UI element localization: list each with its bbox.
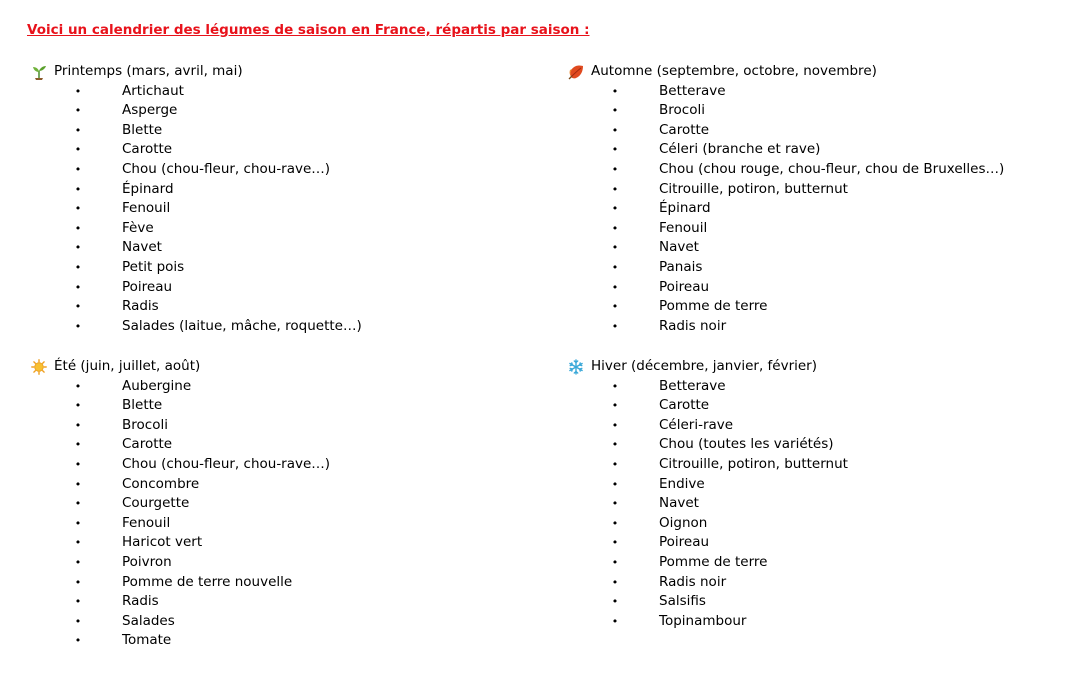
list-item <box>28 533 528 553</box>
vegetable-list-summer <box>28 377 528 651</box>
bullet-marker: • <box>74 162 82 176</box>
vegetable-list-spring <box>28 82 528 337</box>
bullet-marker: • <box>611 241 619 255</box>
season-winter <box>565 357 1065 631</box>
bullet-marker: • <box>611 202 619 216</box>
list-item <box>565 416 1065 436</box>
bullet-marker: • <box>74 595 82 609</box>
list-item <box>565 297 1065 317</box>
bullet-marker: • <box>611 319 619 333</box>
vegetable-name: Chou (toutes les variétés) <box>659 436 834 453</box>
sun-icon <box>31 359 47 375</box>
list-item <box>565 573 1065 593</box>
bullet-marker: • <box>611 280 619 294</box>
list-item <box>565 533 1065 553</box>
bullet-marker: • <box>611 595 619 609</box>
list-item <box>28 199 528 219</box>
bullet-marker: • <box>74 477 82 491</box>
bullet-marker: • <box>611 497 619 511</box>
list-item <box>565 278 1065 298</box>
vegetable-name: Aubergine <box>122 377 192 394</box>
list-item <box>28 121 528 141</box>
list-item <box>565 435 1065 455</box>
bullet-marker: • <box>611 162 619 176</box>
bullet-marker: • <box>74 399 82 413</box>
list-item <box>565 317 1065 337</box>
list-item <box>28 180 528 200</box>
bullet-marker: • <box>611 614 619 628</box>
bullet-marker: • <box>74 555 82 569</box>
vegetable-name: Pomme de terre <box>659 298 768 315</box>
vegetable-name: Pomme de terre <box>659 553 768 570</box>
vegetable-name: Panais <box>659 258 703 275</box>
bullet-marker: • <box>611 438 619 452</box>
bullet-marker: • <box>74 438 82 452</box>
vegetable-name: Navet <box>659 239 699 256</box>
vegetable-name: Carotte <box>122 436 173 453</box>
vegetable-name: Navet <box>122 239 162 256</box>
vegetable-name: Carotte <box>659 397 710 414</box>
list-item <box>565 514 1065 534</box>
bullet-marker: • <box>611 555 619 569</box>
vegetable-name: Poireau <box>122 278 173 295</box>
bullet-marker: • <box>74 497 82 511</box>
list-item <box>28 455 528 475</box>
vegetable-name: Fenouil <box>122 200 171 217</box>
bullet-marker: • <box>611 300 619 314</box>
bullet-marker: • <box>74 84 82 98</box>
bullet-marker: • <box>611 516 619 530</box>
list-item <box>28 435 528 455</box>
bullet-marker: • <box>611 457 619 471</box>
bullet-marker: • <box>74 123 82 137</box>
season-heading-winter: Hiver (décembre, janvier, février) <box>591 358 817 374</box>
list-item <box>28 631 528 651</box>
bullet-marker: • <box>611 221 619 235</box>
list-item <box>565 160 1065 180</box>
vegetable-name: Radis <box>122 593 159 610</box>
list-item <box>565 494 1065 514</box>
vegetable-name: Salades (laitue, mâche, roquette…) <box>122 317 362 334</box>
vegetable-name: Asperge <box>122 102 178 119</box>
list-item <box>28 514 528 534</box>
vegetable-name: Citrouille, potiron, butternut <box>659 180 848 197</box>
list-item <box>28 396 528 416</box>
list-item <box>28 297 528 317</box>
vegetable-name: Topinambour <box>659 612 747 629</box>
vegetable-name: Blette <box>122 397 163 414</box>
list-item <box>565 238 1065 258</box>
season-summer <box>28 357 528 651</box>
list-item <box>565 258 1065 278</box>
vegetable-name: Betterave <box>659 377 726 394</box>
vegetable-name: Tomate <box>122 632 172 649</box>
vegetable-name: Céleri-rave <box>659 416 734 433</box>
vegetable-name: Salsifis <box>659 593 706 610</box>
list-item <box>565 396 1065 416</box>
bullet-marker: • <box>74 575 82 589</box>
bullet-marker: • <box>74 143 82 157</box>
list-item <box>28 258 528 278</box>
vegetable-name: Carotte <box>122 141 173 158</box>
bullet-marker: • <box>611 143 619 157</box>
vegetable-name: Poivron <box>122 553 172 570</box>
bullet-marker: • <box>74 221 82 235</box>
list-item <box>565 475 1065 495</box>
bullet-marker: • <box>74 260 82 274</box>
vegetable-name: Poireau <box>659 534 710 551</box>
bullet-marker: • <box>611 123 619 137</box>
bullet-marker: • <box>74 300 82 314</box>
vegetable-name: Courgette <box>122 495 190 512</box>
vegetable-name: Chou (chou rouge, chou-fleur, chou de Bruxelles…) <box>659 160 1005 177</box>
vegetable-name: Navet <box>659 495 699 512</box>
vegetable-name: Petit pois <box>122 258 185 275</box>
vegetable-name: Pomme de terre nouvelle <box>122 573 293 590</box>
list-item <box>28 573 528 593</box>
bullet-marker: • <box>74 202 82 216</box>
bullet-marker: • <box>611 379 619 393</box>
list-item <box>28 494 528 514</box>
list-item <box>28 612 528 632</box>
list-item <box>565 592 1065 612</box>
list-item <box>565 377 1065 397</box>
vegetable-name: Blette <box>122 121 163 138</box>
document-title: Voici un calendrier des légumes de saison en France, répartis par saison : <box>27 22 590 38</box>
list-item <box>565 455 1065 475</box>
vegetable-name: Haricot vert <box>122 534 203 551</box>
bullet-marker: • <box>74 516 82 530</box>
list-item <box>28 238 528 258</box>
list-item <box>28 219 528 239</box>
bullet-marker: • <box>74 241 82 255</box>
vegetable-name: Carotte <box>659 121 710 138</box>
vegetable-list-autumn <box>565 82 1065 337</box>
vegetable-name: Endive <box>659 475 705 492</box>
vegetable-name: Radis noir <box>659 317 727 334</box>
season-header-spring <box>28 62 528 82</box>
list-item <box>565 140 1065 160</box>
bullet-marker: • <box>611 399 619 413</box>
list-item <box>565 82 1065 102</box>
season-heading-summer: Été (juin, juillet, août) <box>54 358 201 374</box>
vegetable-name: Brocoli <box>659 102 705 119</box>
list-item <box>28 140 528 160</box>
bullet-marker: • <box>611 182 619 196</box>
vegetable-name: Oignon <box>659 514 708 531</box>
vegetable-name: Salades <box>122 612 175 629</box>
vegetable-name: Fenouil <box>122 514 171 531</box>
vegetable-list-winter <box>565 377 1065 632</box>
season-heading-autumn: Automne (septembre, octobre, novembre) <box>591 63 877 79</box>
bullet-marker: • <box>74 457 82 471</box>
vegetable-name: Artichaut <box>122 82 184 99</box>
vegetable-name: Fève <box>122 219 154 236</box>
season-spring <box>28 62 528 336</box>
list-item <box>28 416 528 436</box>
season-autumn <box>565 62 1065 336</box>
season-header-winter <box>565 357 1065 377</box>
vegetable-name: Céleri (branche et rave) <box>659 141 821 158</box>
vegetable-name: Chou (chou-fleur, chou-rave…) <box>122 455 331 472</box>
list-item <box>28 553 528 573</box>
list-item <box>28 592 528 612</box>
bullet-marker: • <box>611 536 619 550</box>
vegetable-name: Betterave <box>659 82 726 99</box>
list-item <box>28 475 528 495</box>
fallen-leaf-icon <box>568 64 584 80</box>
vegetable-name: Chou (chou-fleur, chou-rave…) <box>122 160 331 177</box>
bullet-marker: • <box>611 477 619 491</box>
vegetable-name: Brocoli <box>122 416 168 433</box>
list-item <box>28 377 528 397</box>
bullet-marker: • <box>611 575 619 589</box>
vegetable-name: Épinard <box>659 200 711 217</box>
list-item <box>565 121 1065 141</box>
list-item <box>28 278 528 298</box>
season-header-summer <box>28 357 528 377</box>
bullet-marker: • <box>611 84 619 98</box>
bullet-marker: • <box>74 319 82 333</box>
season-heading-spring: Printemps (mars, avril, mai) <box>54 63 243 79</box>
list-item <box>565 199 1065 219</box>
vegetable-name: Radis noir <box>659 573 727 590</box>
vegetable-name: Citrouille, potiron, butternut <box>659 455 848 472</box>
bullet-marker: • <box>74 536 82 550</box>
list-item <box>28 160 528 180</box>
season-header-autumn <box>565 62 1065 82</box>
bullet-marker: • <box>611 104 619 118</box>
bullet-marker: • <box>611 260 619 274</box>
bullet-marker: • <box>611 418 619 432</box>
bullet-marker: • <box>74 614 82 628</box>
vegetable-name: Poireau <box>659 278 710 295</box>
bullet-marker: • <box>74 104 82 118</box>
list-item <box>28 317 528 337</box>
bullet-marker: • <box>74 280 82 294</box>
snowflake-icon <box>568 359 584 375</box>
list-item <box>28 82 528 102</box>
list-item <box>565 180 1065 200</box>
vegetable-name: Fenouil <box>659 219 708 236</box>
list-item <box>565 219 1065 239</box>
bullet-marker: • <box>74 379 82 393</box>
list-item <box>28 101 528 121</box>
bullet-marker: • <box>74 634 82 648</box>
bullet-marker: • <box>74 182 82 196</box>
vegetable-name: Épinard <box>122 180 174 197</box>
vegetable-name: Concombre <box>122 475 200 492</box>
bullet-marker: • <box>74 418 82 432</box>
list-item <box>565 101 1065 121</box>
seedling-icon <box>31 64 47 80</box>
list-item <box>565 612 1065 632</box>
list-item <box>565 553 1065 573</box>
vegetable-name: Radis <box>122 298 159 315</box>
